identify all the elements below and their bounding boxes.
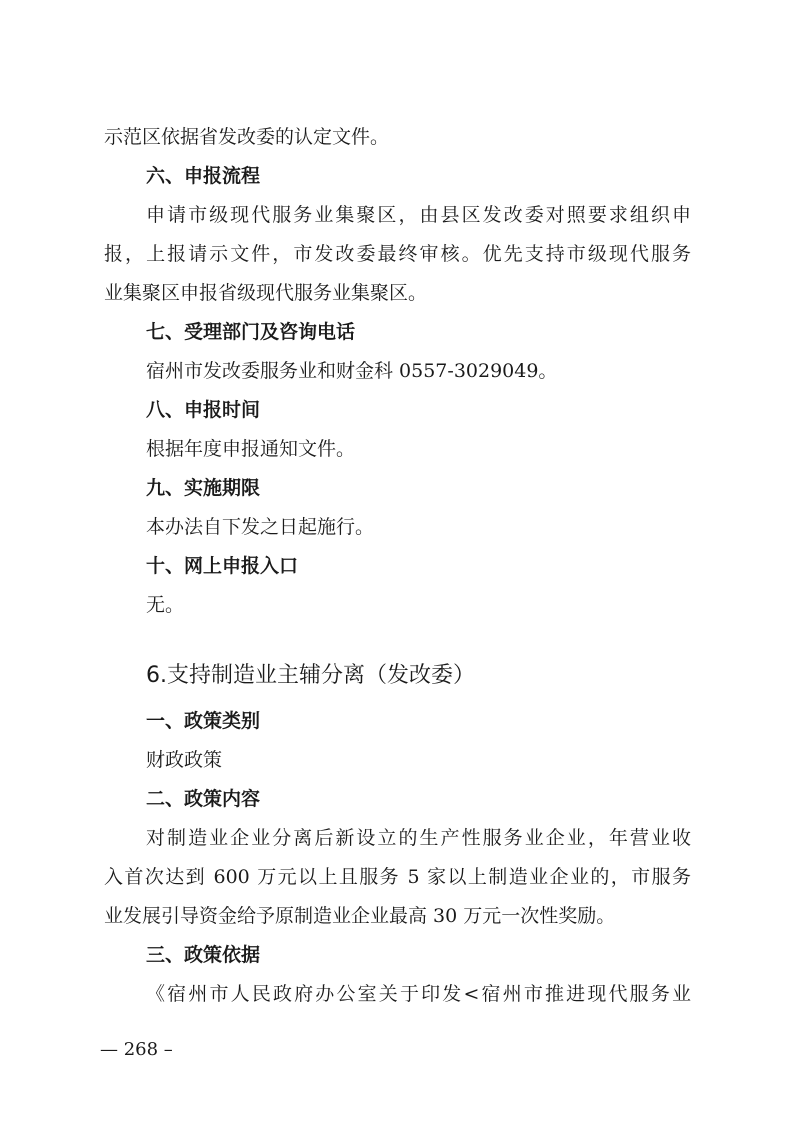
body-text-line: 根据年度申报通知文件。	[146, 438, 356, 460]
body-text-line: 业集聚区申报省级现代服务业集聚区。	[104, 282, 428, 304]
body-text-line: 业发展引导资金给予原制造业企业最高 30 万元一次性奖励。	[104, 905, 616, 927]
body-text-line: 财政政策	[146, 749, 223, 771]
body-text-line: 报，上报请示文件，市发改委最终审核。优先支持市级现代服务	[104, 243, 691, 265]
section-heading: 二、政策内容	[146, 788, 261, 810]
section-heading: 八、申报时间	[146, 399, 261, 421]
section-heading: 一、政策类别	[146, 710, 261, 732]
section-heading: 九、实施期限	[146, 477, 261, 499]
body-text-line: 申请市级现代服务业集聚区，由县区发改委对照要求组织申	[146, 204, 691, 226]
body-text-line: 示范区依据省发改委的认定文件。	[104, 126, 390, 148]
body-text-line: 入首次达到 600 万元以上且服务 5 家以上制造业企业的，市服务	[104, 866, 691, 888]
body-text-line: 无。	[146, 594, 185, 616]
section-heading: 三、政策依据	[146, 944, 261, 966]
section-heading: 七、受理部门及咨询电话	[146, 321, 356, 343]
section-heading: 六、申报流程	[146, 165, 261, 187]
section-heading: 十、网上申报入口	[146, 555, 299, 577]
body-text-line: 《宿州市人民政府办公室关于印发<宿州市推进现代服务业	[146, 983, 691, 1005]
page-number: — 268 –	[100, 1039, 173, 1060]
body-text-line: 对制造业企业分离后新设立的生产性服务业企业，年营业收	[146, 827, 691, 849]
policy-title: 6.支持制造业主辅分离（发改委）	[146, 663, 475, 688]
body-text-line: 宿州市发改委服务业和财金科 0557-3029049。	[146, 360, 558, 382]
body-text-line: 本办法自下发之日起施行。	[146, 516, 375, 538]
